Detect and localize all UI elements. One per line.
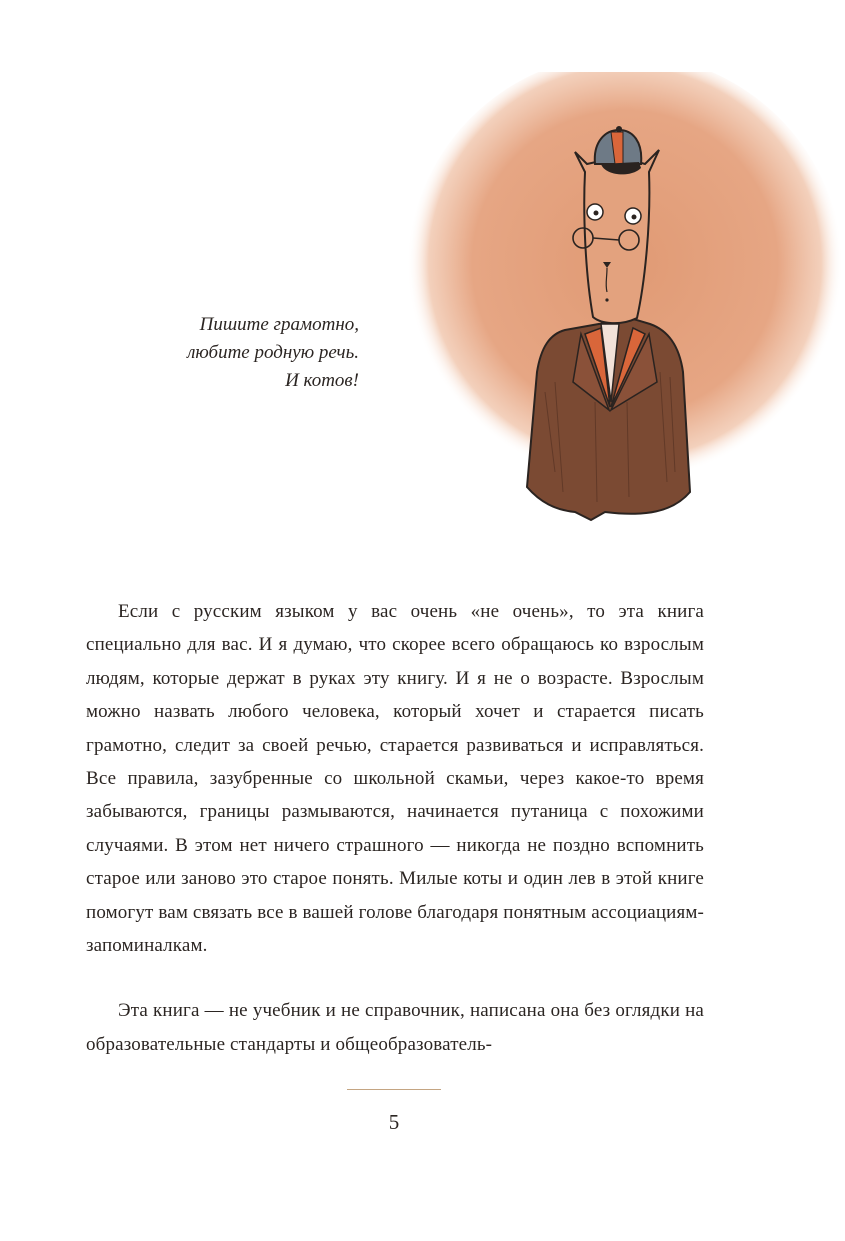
- epigraph-line: И котов!: [285, 370, 359, 391]
- epigraph-line: любите родную речь.: [187, 342, 359, 363]
- paragraph: Если с русским языком у вас очень «не очень», то эта книга специально для вас. И я думаю, что скорее всего обращаюсь ко взрослым людям, которые держат в руках эту книгу. И я не о возрасте. Взрослым можно назвать любого человека, который хочет и старается писать грамотно, следит за своей речью, старается развиваться и исправляться. Все правила, зазубренные со школьной скамьи, через какое-то время забываются, границы размываются, начинается путаница с похожими случаями. В этом нет ничего страшного — никогда не поздно вспомнить старое или заново это старое понять. Милые коты и один лев в этой книге помогут вам связать все в вашей голове благодаря понятным ассоциациям-запоминалкам.: [86, 601, 704, 957]
- footer-rule: [347, 1089, 441, 1090]
- body-text: [86, 595, 704, 1061]
- cat-illustration: [405, 72, 845, 532]
- epigraph-line: Пишите грамотно,: [199, 314, 359, 335]
- paragraph: Эта книга — не учебник и не справочник, написана она без оглядки на образовательные стандарты и общеобразователь-: [86, 1000, 704, 1055]
- epigraph: [39, 311, 359, 395]
- page-number: 5: [388, 1110, 400, 1134]
